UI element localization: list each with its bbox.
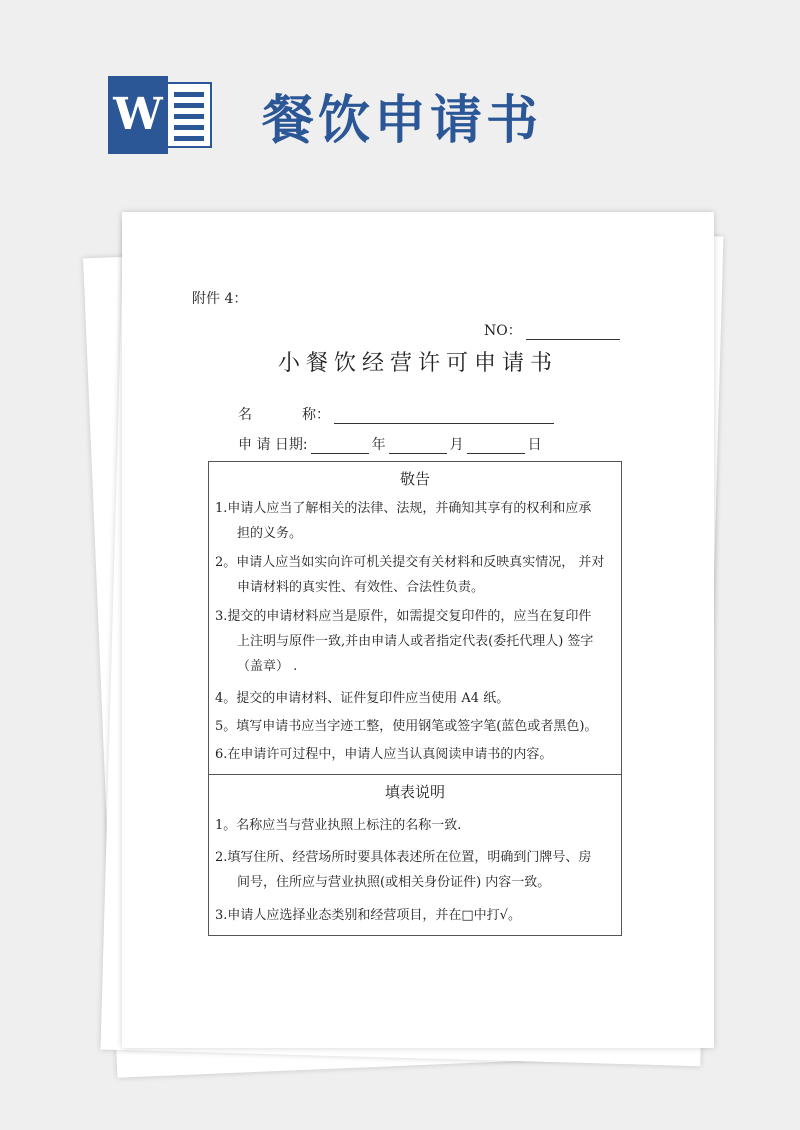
word-icon: W xyxy=(108,76,168,154)
notice-item-5-line1: 5。填写申请书应当字迹工整，使用钢笔或签字笔(蓝色或者黑色)。 xyxy=(215,719,598,734)
instructions-heading: 填表说明 xyxy=(384,783,445,801)
notice-item-5 xyxy=(215,714,615,739)
document-lines-icon xyxy=(164,82,212,148)
word-logo xyxy=(108,76,212,154)
date-label: 申 请 日期: xyxy=(238,437,308,453)
instruction-item-2-line1: 2.填写住所、经营场所时要具体表述所在位置，明确到门牌号、房 xyxy=(215,850,592,865)
instruction-item-3 xyxy=(215,903,615,928)
year-label: 年 xyxy=(371,437,386,453)
number-label: NO： xyxy=(484,323,522,339)
notice-item-4-line1: 4。提交的申请材料、证件复印件应当使用 A4 纸。 xyxy=(215,691,510,706)
day-label: 日 xyxy=(527,437,542,453)
day-blank xyxy=(467,439,525,454)
notice-item-3 xyxy=(215,604,615,679)
year-blank xyxy=(311,439,369,454)
attachment-label: 附件 4： xyxy=(192,291,248,307)
instruction-item-1-line1: 1。名称应当与营业执照上标注的名称一致. xyxy=(215,818,462,833)
date-field xyxy=(238,434,542,454)
notice-item-1-line1: 1.申请人应当了解相关的法律、法规，并确知其享有的权利和应承 xyxy=(215,501,592,516)
name-label-2: 称： xyxy=(302,407,330,423)
notice-table xyxy=(208,461,622,936)
notice-item-2-line1: 2。申请人应当如实向许可机关提交有关材料和反映真实情况， 并对 xyxy=(215,555,605,570)
notice-item-3-line3: （盖章） . xyxy=(237,659,298,674)
month-label: 月 xyxy=(449,437,464,453)
form-title: 小餐饮经营许可申请书 xyxy=(277,351,558,376)
name-field xyxy=(238,404,554,424)
instructions-section xyxy=(209,775,621,935)
notice-item-6 xyxy=(215,742,615,767)
page-title: 餐饮申请书 xyxy=(262,91,543,151)
instruction-item-3-line1: 3.申请人应选择业态类别和经营项目，并在□中打√。 xyxy=(215,908,521,923)
notice-item-1-line2: 担的义务。 xyxy=(237,526,303,541)
notice-item-4 xyxy=(215,686,615,711)
month-blank xyxy=(389,439,447,454)
instruction-item-1 xyxy=(215,813,615,838)
application-form xyxy=(122,212,714,1048)
notice-item-2 xyxy=(215,550,615,600)
notice-item-3-line1: 3.提交的申请材料应当是原件，如需提交复印件的，应当在复印件 xyxy=(215,609,592,624)
instruction-item-2-line2: 间号，住所应与营业执照(或相关身份证件) 内容一致。 xyxy=(237,875,551,890)
notice-section xyxy=(209,462,621,775)
number-field xyxy=(484,320,620,340)
notice-heading: 敬告 xyxy=(399,470,430,488)
notice-item-2-line2: 申请材料的真实性、有效性、合法性负责。 xyxy=(237,580,485,595)
instruction-item-2 xyxy=(215,845,615,895)
name-label-1: 名 xyxy=(238,407,252,423)
name-blank xyxy=(334,409,554,424)
notice-item-6-line1: 6.在申请许可过程中，申请人应当认真阅读申请书的内容。 xyxy=(215,747,553,762)
notice-item-1 xyxy=(215,496,615,546)
number-blank xyxy=(526,325,620,340)
notice-item-3-line2: 上注明与原件一致,并由申请人或者指定代表(委托代理人) 签字 xyxy=(237,634,594,649)
